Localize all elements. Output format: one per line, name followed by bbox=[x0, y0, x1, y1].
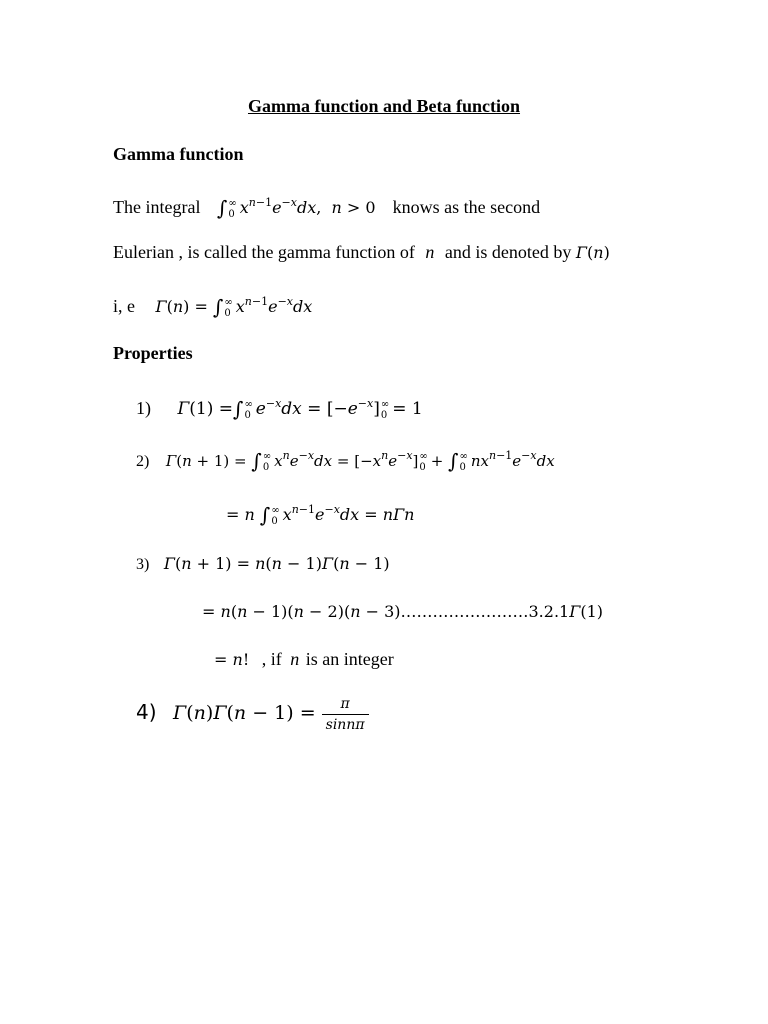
property-2-result: = n ∫ ∞ 0 $x^{n-1}e^{-x}dx = n\Gamma n$ bbox=[226, 503, 415, 527]
property-4-equation: Γ(n)Γ(n − 1) = $\frac{\pi}{\sin n\pi}$ bbox=[173, 702, 369, 724]
ie-line bbox=[113, 290, 312, 319]
integral-sign: ∫ bbox=[213, 295, 224, 319]
property-3-integer-text: is an integer bbox=[305, 649, 394, 669]
integral-sign: ∫ bbox=[251, 449, 262, 473]
integral-limits: ∞ 0 bbox=[244, 398, 253, 421]
bracket-limits: ∞ 0 bbox=[380, 398, 390, 421]
property-3-line-2 bbox=[202, 599, 603, 624]
intro-line-2 bbox=[113, 240, 610, 265]
intro-line2-var: n bbox=[425, 242, 435, 262]
property-2-continuation bbox=[226, 498, 414, 527]
property-3-tail: 3.2.1 bbox=[528, 602, 570, 621]
ie-label: i, e bbox=[113, 296, 135, 316]
property-4 bbox=[136, 694, 369, 734]
property-3 bbox=[136, 551, 390, 577]
property-1-equation: Γ(1) =∫ ∞ 0 $e^{-x}dx = [-e^{-x}]$ ∞ 0 = 1 bbox=[177, 397, 423, 421]
intro-line-1 bbox=[113, 191, 540, 220]
page-title: Gamma function and Beta function bbox=[247, 96, 521, 116]
property-2 bbox=[136, 444, 555, 474]
integral-limits: ∞ 0 bbox=[262, 451, 272, 473]
integral-sign: ∫ bbox=[233, 397, 244, 421]
integral-limits: ∞ 0 bbox=[224, 296, 233, 319]
property-3-equation: Γ(n + 1) = n(n − 1)Γ(n − 1) bbox=[163, 554, 390, 573]
heading-properties: Properties bbox=[113, 343, 193, 363]
property-3-expansion: = n(n − 1)(n − 2)(n − 3)……………………3.2.1Γ(1) bbox=[202, 602, 603, 621]
bracket-limits: ∞ 0 bbox=[419, 451, 428, 473]
property-2-number: 2) bbox=[136, 453, 150, 470]
integral-limits: ∞ 0 bbox=[271, 504, 280, 527]
integral-sign: ∫ bbox=[216, 196, 228, 220]
gamma-integral-definition: ∫ ∞ 0 $x^{n-1}e^{-x}dx$, n > 0 bbox=[216, 196, 381, 220]
integral-limits: ∞ 0 bbox=[459, 451, 468, 473]
integral-sign: ∫ bbox=[448, 449, 459, 473]
property-3-var: n bbox=[290, 649, 300, 669]
intro-line2-prefix: Eulerian , is called the gamma function of bbox=[113, 242, 415, 262]
gamma-definition-equation: Γ(n) = ∫ ∞ 0 $x^{n-1}e^{-x}dx$ bbox=[155, 295, 313, 319]
property-3-line-3 bbox=[214, 647, 394, 672]
property-4-number: 4) bbox=[136, 700, 157, 724]
integral-sign: ∫ bbox=[259, 503, 271, 527]
intro-suffix: knows as the second bbox=[392, 197, 541, 217]
property-3-if: , if bbox=[261, 649, 282, 669]
property-2-equation: Γ(n + 1) = ∫ ∞ 0 $x^ne^{-x}dx = [-x^ne^{-x}]$ ∞ 0 + ∫ ∞ 0 $nx^{n-1}e^{-x}dx$ bbox=[165, 449, 555, 473]
gamma-n-notation: Γ(n) bbox=[575, 243, 610, 262]
intro-prefix: The integral bbox=[113, 197, 201, 217]
property-4-fraction: $\frac{\pi}{\sin n\pi}$ bbox=[322, 695, 369, 734]
intro-line2-mid: and is denoted by bbox=[444, 242, 572, 262]
property-3-factorial: = n! bbox=[214, 650, 250, 669]
property-1 bbox=[136, 392, 423, 421]
property-3-number: 3) bbox=[136, 556, 150, 573]
heading-gamma-function: Gamma function bbox=[113, 144, 244, 164]
integral-limits: ∞ 0 bbox=[228, 197, 237, 220]
property-1-number: 1) bbox=[136, 398, 151, 418]
